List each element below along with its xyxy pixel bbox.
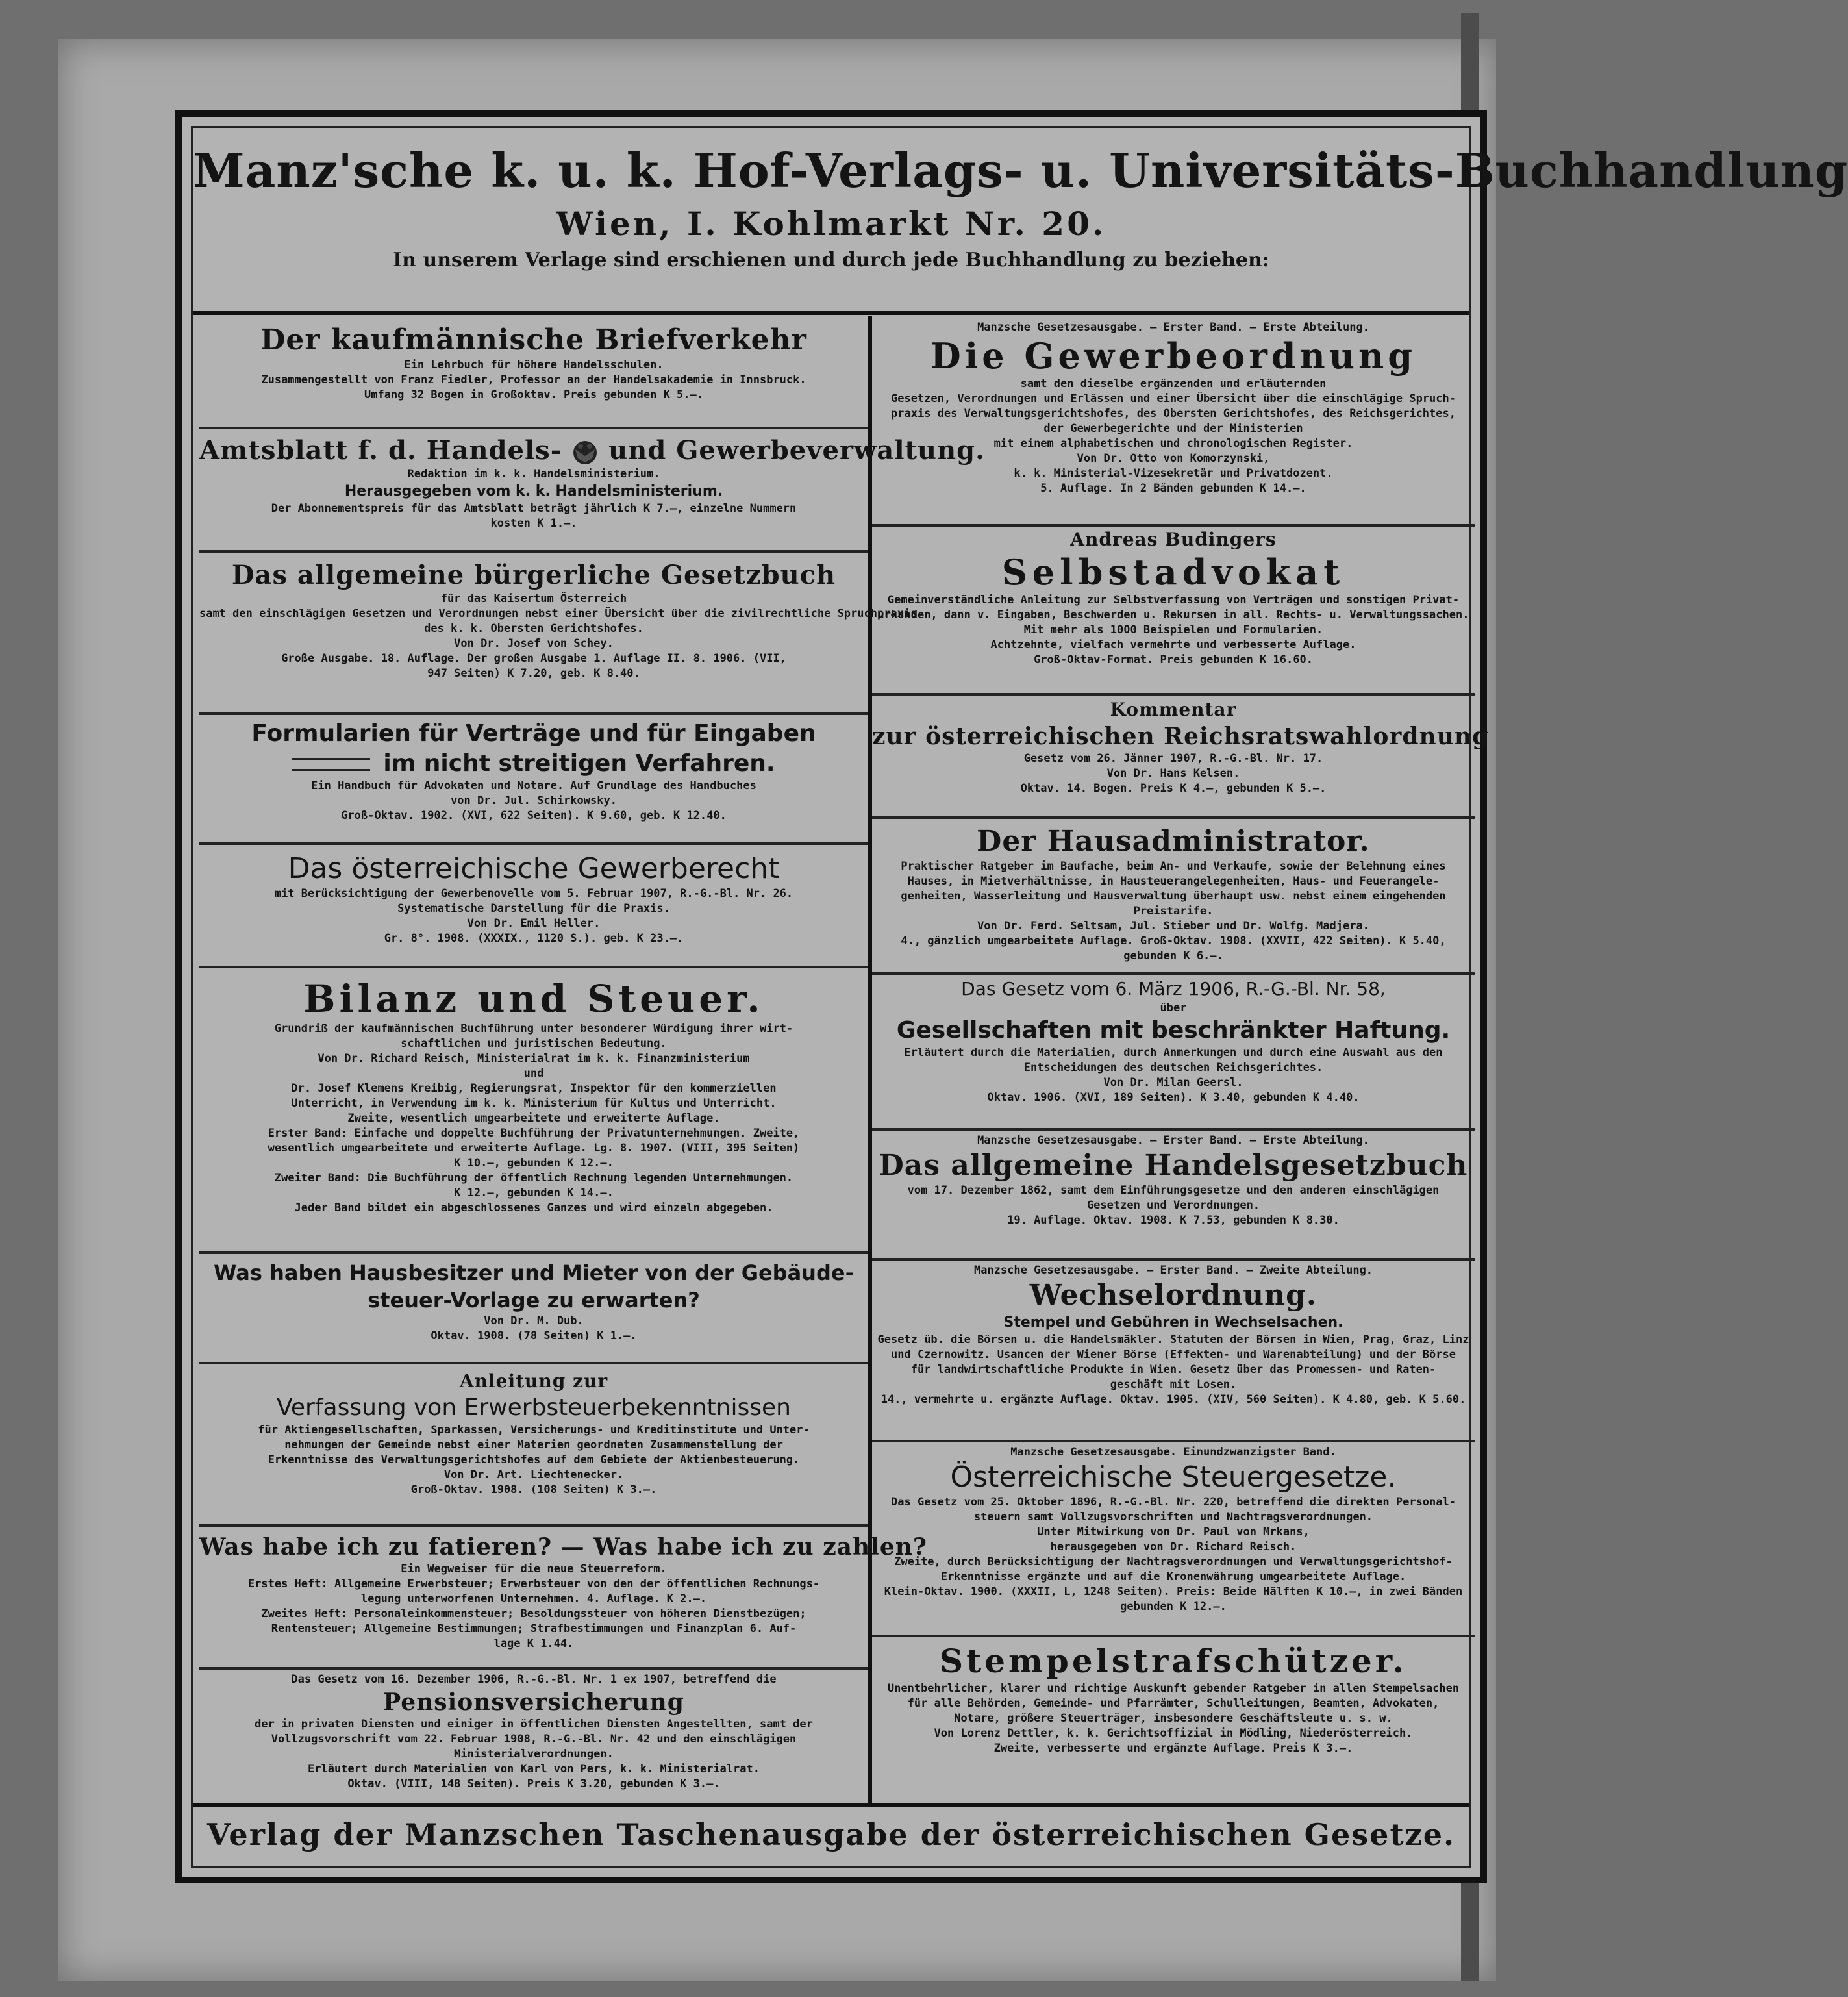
entry-subtitle <box>199 749 868 779</box>
entry-kicker: Manzsche Gesetzesausgabe. Einundzwanzigster Band. <box>1010 1446 1336 1459</box>
publisher-address: Wien, I. Kohlmarkt Nr. 20. <box>556 205 1106 243</box>
entry-title: Wechselordnung. <box>1029 1279 1317 1312</box>
entry-line: K 10.—, gebunden K 12.—. <box>454 1157 614 1170</box>
entry-formularien <box>199 712 868 845</box>
entry-line: Von Dr. Art. Liechtenecker. <box>443 1468 624 1481</box>
entry-line: Zweite, durch Berücksichtigung der Nachtragsverordnungen und Verwaltungsgerichtshof- <box>894 1555 1453 1568</box>
entry-line: mit einem alphabetischen und chronologischen Register. <box>993 437 1353 450</box>
entry-line: praxis des Verwaltungsgerichtshofes, des Obersten Gerichtshofes, des Reichsgerichtes, <box>891 407 1456 420</box>
entry-title-part-2: und Gewerbeverwaltung. <box>608 435 986 466</box>
entry-title: Das österreichische Gewerberecht <box>288 852 780 885</box>
entry-line: Unentbehrlicher, klarer und richtige Auskunft gebender Ratgeber in allen Stempelsachen <box>887 1682 1460 1695</box>
entry-line: 947 Seiten) K 7.20, geb. K 8.40. <box>427 667 640 680</box>
entry-title: Formularien für Verträge und für Eingaben <box>251 720 816 747</box>
double-eagle-icon <box>571 439 599 466</box>
entry-line: und Czernowitz. Usancen der Wiener Börse (Effekten- und Warenabteilung) und der Börse <box>891 1348 1456 1361</box>
entry-line: Oktav. (VIII, 148 Seiten). Preis K 3.20, gebunden K 3.—. <box>347 1777 720 1790</box>
entry-title-part-1: Amtsblatt f. d. Handels- <box>199 435 562 466</box>
entry-line: Notare, größere Steuerträger, insbesondere Geschäftsleute u. s. w. <box>954 1712 1393 1725</box>
entry-stempelstrafschuetzer <box>872 1635 1475 1803</box>
entry-line: Preistarife. <box>1133 905 1214 918</box>
entry-kicker-2: über <box>1160 1001 1187 1014</box>
entry-line: Große Ausgabe. 18. Auflage. Der großen Ausgabe 1. Auflage II. 8. 1906. (VII, <box>281 652 786 665</box>
entry-title: Das allgemeine Handelsgesetzbuch <box>879 1149 1468 1182</box>
entry-line: Von Dr. Milan Geersl. <box>1103 1076 1243 1089</box>
entry-title: Die Gewerbeordnung <box>930 335 1417 377</box>
entry-line: Praktischer Ratgeber im Baufache, beim An- und Verkaufe, sowie der Belehnung eines <box>901 860 1446 873</box>
entry-title: Gesellschaften mit beschränkter Haftung. <box>896 1017 1451 1044</box>
entry-line: Erkenntnisse ergänzte und auf die Kronenwährung umgearbeitete Auflage. <box>940 1570 1406 1583</box>
entry-line: 14., vermehrte u. ergänzte Auflage. Oktav. 1905. (XIV, 560 Seiten). K 4.80, geb. K 5.60. <box>880 1393 1466 1406</box>
entry-bilanz <box>199 966 868 1254</box>
entry-line: 5. Auflage. In 2 Bänden gebunden K 14.—. <box>1040 482 1306 495</box>
entry-line: mit Berücksichtigung der Gewerbenovelle vom 5. Februar 1907, R.-G.-Bl. Nr. 26. <box>274 887 793 900</box>
entry-line: Gesetz üb. die Börsen u. die Handelsmäkler. Statuten der Börsen in Wien, Prag, Graz, Linz <box>877 1333 1469 1346</box>
entry-line: Oktav. 1908. (78 Seiten) K 1.—. <box>431 1329 637 1342</box>
entry-line: samt den einschlägigen Gesetzen und Verordnungen nebst einer Übersicht über die zivilrechtliche Spruchpraxis <box>199 607 918 620</box>
entry-line: der Gewerbegerichte und der Ministerien <box>1043 422 1303 435</box>
entry-line: Dr. Josef Klemens Kreibig, Regierungsrat, Inspektor für den kommerziellen <box>291 1082 777 1095</box>
entry-gewerbeordnung <box>872 316 1475 527</box>
entry-title: Österreichische Steuergesetze. <box>950 1461 1397 1494</box>
entry-line: k. k. Ministerial-Vizesekretär und Privatdozent. <box>1014 467 1333 480</box>
entry-line: Von Dr. Emil Heller. <box>467 917 601 930</box>
entry-line: Unter Mitwirkung von Dr. Paul von Mrkans, <box>1037 1526 1310 1539</box>
entry-line: Unterricht, in Verwendung im k. k. Ministerium für Kultus und Unterricht. <box>291 1097 777 1110</box>
entry-line: Gesetzen und Verordnungen. <box>1086 1199 1260 1212</box>
entry-line: Ein Wegweiser für die neue Steuerreform. <box>401 1563 667 1576</box>
entry-line: wesentlich umgearbeitete und erweiterte Auflage. Lg. 8. 1907. (VIII, 395 Seiten) <box>268 1142 800 1155</box>
entry-line: Groß-Oktav. 1902. (XVI, 622 Seiten). K 9.60, geb. K 12.40. <box>341 809 727 822</box>
entry-line: Das Gesetz vom 25. Oktober 1896, R.-G.-Bl. Nr. 220, betreffend die direkten Personal- <box>891 1496 1456 1509</box>
entry-title: Was haben Hausbesitzer und Mieter von der Gebäude- <box>214 1261 854 1285</box>
entry-line: Ein Lehrbuch für höhere Handelsschulen. <box>404 358 664 371</box>
entry-line: für das Kaisertum Österreich <box>440 592 627 605</box>
entry-briefverkehr <box>199 316 868 429</box>
entry-line: Systematische Darstellung für die Praxis. <box>397 902 670 915</box>
entry-steuergesetze <box>872 1440 1475 1637</box>
entry-line: schaftlichen und juristischen Bedeutung. <box>401 1037 667 1050</box>
entry-erwerbsteuer <box>199 1362 868 1527</box>
intro-line: In unserem Verlage sind erschienen und durch jede Buchhandlung zu beziehen: <box>393 249 1269 271</box>
entry-line: Erkenntnisse des Verwaltungsgerichtshofes auf dem Gebiete der Aktienbesteuerung. <box>268 1453 800 1466</box>
entry-line: Zweite, verbesserte und ergänzte Auflage. Preis K 3.—. <box>993 1742 1353 1755</box>
entry-kicker: Manzsche Gesetzesausgabe. — Erster Band. — Erste Abteilung. <box>977 1134 1369 1147</box>
entry-line: Von Lorenz Dettler, k. k. Gerichtsoffizial in Mödling, Niederösterreich. <box>934 1727 1413 1740</box>
entry-line: für alle Behörden, Gemeinde- und Pfarrämter, Schulleitungen, Beamten, Advokaten, <box>907 1697 1440 1710</box>
entry-line: Entscheidungen des deutschen Reichsgerichtes. <box>1023 1061 1323 1074</box>
entry-title <box>199 434 986 467</box>
decorative-dashes <box>292 758 370 771</box>
entry-kicker: Andreas Budingers <box>1070 529 1277 550</box>
entry-line: Der Abonnementspreis für das Amtsblatt beträgt jährlich K 7.—, einzelne Nummern <box>271 502 797 515</box>
entry-line: Von Dr. Otto von Komorzynski, <box>1077 452 1270 465</box>
entry-kicker: Manzsche Gesetzesausgabe. — Erster Band. — Erste Abteilung. <box>977 321 1369 334</box>
right-column <box>872 316 1490 1803</box>
entry-fatieren <box>199 1524 927 1670</box>
entry-line: 19. Auflage. Oktav. 1908. K 7.53, gebunden K 8.30. <box>1007 1214 1340 1227</box>
entry-line: Ministerialverordnungen. <box>454 1748 614 1761</box>
entry-line: Gesetz vom 26. Jänner 1907, R.-G.-Bl. Nr. 17. <box>1023 752 1323 765</box>
entry-line: der in privaten Diensten und einiger in öffentlichen Diensten Angestellten, samt der <box>255 1718 813 1731</box>
entry-line: genheiten, Wasserleitung und Hausverwaltung überhaupt usw. nebst einem eingehenden <box>901 890 1446 903</box>
entry-title: Stempelstrafschützer. <box>940 1642 1407 1680</box>
entry-line: nehmungen der Gemeinde nebst einer Materien geordneten Zusammenstellung der <box>284 1438 783 1451</box>
entry-title: Das allgemeine bürgerliche Gesetzbuch <box>231 560 836 590</box>
entry-hausadministrator <box>872 816 1475 975</box>
entry-line: geschäft mit Losen. <box>1110 1378 1237 1391</box>
entry-line: K 12.—, gebunden K 14.—. <box>454 1187 614 1199</box>
entry-line: Umfang 32 Bogen in Großoktav. Preis gebunden K 5.—. <box>364 388 703 401</box>
entry-line: gebunden K 12.—. <box>1120 1600 1227 1613</box>
entry-subtitle-text: im nicht streitigen Verfahren. <box>383 750 775 777</box>
header-rule <box>193 311 1469 315</box>
entry-line: Jeder Band bildet ein abgeschlossenes Ganzes und wird einzeln abgegeben. <box>294 1201 773 1214</box>
entry-line: Groß-Oktav-Format. Preis gebunden K 16.60. <box>1034 653 1313 666</box>
entry-line: Vollzugsvorschrift vom 22. Februar 1908, R.-G.-Bl. Nr. 42 und den einschlägigen <box>271 1733 797 1746</box>
entry-line: Erläutert durch die Materialien, durch Anmerkungen und durch eine Auswahl aus den <box>904 1046 1443 1059</box>
entry-line: Von Dr. Ferd. Seltsam, Jul. Stieber und Dr. Wolfg. Madjera. <box>977 920 1369 933</box>
entry-line: Zweiter Band: Die Buchführung der öffentlich Rechnung legenden Unternehmungen. <box>274 1172 793 1185</box>
advertisement-frame <box>175 110 1848 1883</box>
entry-kicker: Kommentar <box>1110 699 1237 720</box>
entry-line: urkunden, dann v. Eingaben, Beschwerden u. Rekursen in all. Rechts- u. Verwaltungssachen. <box>877 609 1469 622</box>
entry-line: kosten K 1.—. <box>490 517 577 530</box>
entry-line: Zweite, wesentlich umgearbeitete und erweiterte Auflage. <box>347 1112 720 1125</box>
entry-line: für Aktiengesellschaften, Sparkassen, Versicherungs- und Kreditinstitute und Unter- <box>258 1424 810 1437</box>
entry-wechselordnung <box>872 1258 1475 1442</box>
entry-line: Achtzehnte, vielfach vermehrte und verbesserte Auflage. <box>990 638 1356 651</box>
entry-line: von Dr. Jul. Schirkowsky. <box>451 794 617 807</box>
entry-kicker: Anleitung zur <box>459 1370 608 1392</box>
entry-line: Zweites Heft: Personaleinkommensteuer; Besoldungssteuer von höheren Dienstbezügen; <box>261 1607 806 1620</box>
entry-hausbesitzer <box>199 1251 868 1364</box>
entry-kicker: Das Gesetz vom 6. März 1906, R.-G.-Bl. Nr. 58, <box>961 978 1386 999</box>
entry-line: Hauses, in Mietverhältnisse, in Hausteuerangelegenheiten, Haus- und Feuerangele- <box>907 875 1440 888</box>
entry-handelsgesetzbuch <box>872 1128 1475 1261</box>
entry-line: Ein Handbuch für Advokaten und Notare. Auf Grundlage des Handbuches <box>311 779 756 792</box>
entry-line: Erstes Heft: Allgemeine Erwerbsteuer; Erwerbsteuer von den der öffentlichen Rechnungs- <box>247 1577 820 1590</box>
entry-line: 4., gänzlich umgearbeitete Auflage. Groß-Oktav. 1908. (XXVII, 422 Seiten). K 5.40, <box>901 935 1446 948</box>
entry-line: Oktav. 14. Bogen. Preis K 4.—, gebunden K 5.—. <box>1020 782 1327 795</box>
entry-line: Gr. 8°. 1908. (XXXIX., 1120 S.). geb. K 23.—. <box>384 932 684 945</box>
entry-line: Mit mehr als 1000 Beispielen und Formularien. <box>1023 623 1323 636</box>
entry-line: Grundriß der kaufmännischen Buchführung unter besonderer Würdigung ihrer wirt- <box>274 1022 793 1035</box>
entry-line: Klein-Oktav. 1900. (XXXII, L, 1248 Seiten). Preis: Beide Hälften K 10.—, in zwei Bänden <box>884 1585 1463 1598</box>
entry-line: Von Dr. M. Dub. <box>484 1314 584 1327</box>
footer-banner: Verlag der Manzschen Taschenausgabe der österreichischen Gesetze. <box>193 1803 1469 1866</box>
entry-line: lage K 1.44. <box>493 1637 574 1650</box>
entry-line: Rentensteuer; Allgemeine Bestimmungen; Strafbestimmungen und Finanzplan 6. Auf- <box>271 1622 797 1635</box>
entry-kicker: Manzsche Gesetzesausgabe. — Erster Band. — Zweite Abteilung. <box>973 1264 1373 1277</box>
entry-title: Selbstadvokat <box>1001 551 1345 593</box>
entry-line: gebunden K 6.—. <box>1123 949 1223 962</box>
entry-line: legung unterworfenen Unternehmen. 4. Auflage. K 2.—. <box>360 1592 707 1605</box>
entry-kicker: Das Gesetz vom 16. Dezember 1906, R.-G.-Bl. Nr. 1 ex 1907, betreffend die <box>291 1673 777 1686</box>
entry-amtsblatt <box>199 427 986 553</box>
entry-line: Erster Band: Einfache und doppelte Buchführung der Privatunternehmungen. Zweite, <box>268 1127 800 1140</box>
entry-line: Erläutert durch Materialien von Karl von Pers, k. k. Ministerialrat. <box>308 1763 760 1776</box>
left-column <box>199 316 986 1803</box>
entry-line: samt den dieselbe ergänzenden und erläuternden <box>1020 377 1327 390</box>
entry-line: Von Dr. Richard Reisch, Ministerialrat im k. k. Finanzministerium <box>318 1052 750 1065</box>
entry-subtitle: Stempel und Gebühren in Wechselsachen. <box>1003 1314 1343 1331</box>
entry-line: herausgegeben von Dr. Richard Reisch. <box>1050 1540 1297 1553</box>
entry-line: Von Dr. Hans Kelsen. <box>1106 767 1240 780</box>
entry-title: Was habe ich zu fatieren? — Was habe ich zu zahlen? <box>199 1533 927 1561</box>
entry-title: Pensionsversicherung <box>383 1689 684 1716</box>
entry-line: Von Dr. Josef von Schey. <box>454 637 614 650</box>
entry-gesellschaften <box>872 972 1475 1131</box>
entry-line: Zusammengestellt von Franz Fiedler, Professor an der Handelsakademie in Innsbruck. <box>261 373 806 386</box>
entry-title: Der kaufmännische Briefverkehr <box>260 323 807 357</box>
entry-title: Der Hausadministrator. <box>977 825 1370 858</box>
entry-reichsratswahlordnung <box>872 693 1490 819</box>
entry-line: Gesetzen, Verordnungen und Erlässen und einer Übersicht über die einschlägige Spruch- <box>891 392 1456 405</box>
entry-selbstadvokat <box>872 524 1475 696</box>
entry-title: Verfassung von Erwerbsteuerbekenntnissen <box>277 1394 791 1421</box>
entry-title: zur österreichischen Reichsratswahlordnung <box>872 723 1490 750</box>
entry-line: des k. k. Obersten Gerichtshofes. <box>424 622 643 635</box>
advertisement-inner-border <box>191 126 1848 1868</box>
entry-subtitle: steuer-Vorlage zu erwarten? <box>368 1288 700 1312</box>
entry-line: für landwirtschaftliche Produkte in Wien. Gesetz über das Promessen- und Raten- <box>910 1363 1436 1376</box>
publisher-title: Manz'sche k. u. k. Hof-Verlags- u. Universitäts-Buchhandlung <box>193 143 1848 198</box>
entry-line: und <box>523 1067 544 1080</box>
entry-line: steuern samt Vollzugsvorschriften und Nachtragsverordnungen. <box>973 1511 1373 1524</box>
entry-gewerberecht <box>199 842 868 968</box>
entry-line: Groß-Oktav. 1908. (108 Seiten) K 3.—. <box>410 1483 657 1496</box>
entry-line: Gemeinverständliche Anleitung zur Selbstverfassung von Verträgen und sonstigen Privat- <box>887 594 1460 607</box>
entry-line: Herausgegeben vom k. k. Handelsministerium. <box>344 483 723 499</box>
entry-gesetzbuch <box>199 550 918 715</box>
entry-line: Oktav. 1906. (XVI, 189 Seiten). K 3.40, gebunden K 4.40. <box>987 1091 1360 1104</box>
entry-pensionsversicherung <box>199 1667 868 1803</box>
entry-line: Redaktion im k. k. Handelsministerium. <box>407 468 660 481</box>
entry-title: Bilanz und Steuer. <box>303 977 764 1021</box>
entry-line: vom 17. Dezember 1862, samt dem Einführungsgesetze und den anderen einschlägigen <box>907 1184 1440 1197</box>
